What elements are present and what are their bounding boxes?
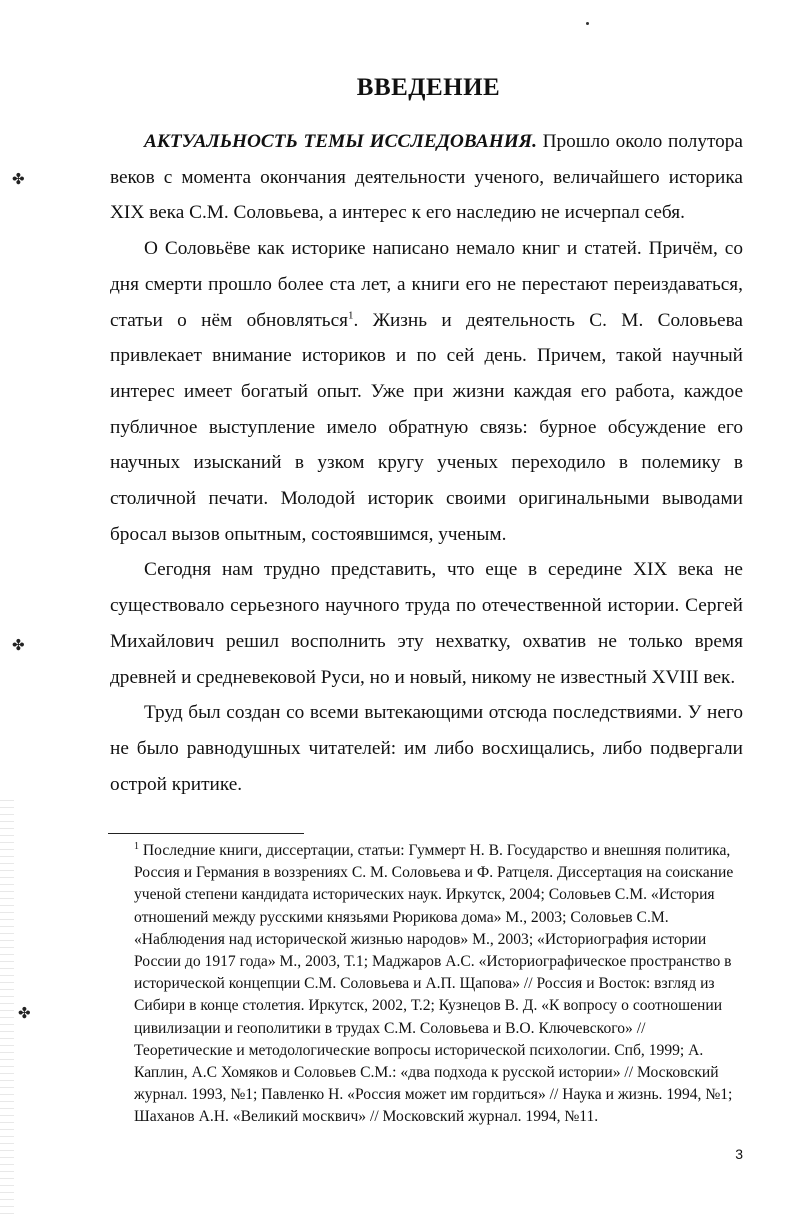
footnote-number: 1 bbox=[134, 840, 139, 852]
paragraph-relevance bbox=[110, 124, 743, 231]
footnote bbox=[134, 840, 746, 1129]
page-title: ВВЕДЕНИЕ bbox=[356, 74, 501, 101]
scan-edge-noise bbox=[0, 800, 14, 1220]
paragraph-text: Прошло около полутора веков с момента окончания деятельности ученого, величайшего историка XIX века С.М. Соловьева, а интерес к его наследию не исчерпал себя. bbox=[110, 131, 743, 224]
scan-artifact-mark: ✤ bbox=[12, 170, 25, 188]
relevance-heading: АКТУАЛЬНОСТЬ ТЕМЫ ИССЛЕДОВАНИЯ. bbox=[144, 131, 537, 152]
scan-artifact-mark: ✤ bbox=[18, 1004, 31, 1022]
paragraph-text: О Соловьёве как историке написано немало книг и статей. Причём, со дня смерти прошло более ста лет, а книги его не перестают переиздаваться, статьи о нём обновляться bbox=[110, 238, 743, 331]
scan-artifact-mark: ✤ bbox=[12, 636, 25, 654]
paragraph-xix-century bbox=[110, 552, 743, 695]
main-body bbox=[110, 124, 743, 802]
paragraph-reception bbox=[110, 695, 743, 802]
footnote-reference[interactable]: 1 bbox=[348, 309, 354, 322]
scan-artifact-dot bbox=[586, 22, 589, 25]
paragraph-literature bbox=[110, 231, 743, 552]
paragraph-text: Сегодня нам трудно представить, что еще в середине XIX века не существовало серьезного научного труда по отечественной истории. Сергей Михайлович решил восполнить эту нехватку, охватив не только время древней и средневековой Руси, но и новый, никому не известный XVIII век. bbox=[110, 559, 743, 688]
paragraph-text: . Жизнь и деятельность С. М. Соловьева привлекает внимание историков и по сей день. Причем, такой научный интерес имеет богатый опыт. Уже при жизни каждая его работа, каждое публичное выступление имело обратную связь: бурное обсуждение его научных изысканий в узком кругу ученых переходило в полемику в столичной печати. Молодой историк своими оригинальными выводами бросал вызов опытным, состоявшимся, ученым. bbox=[110, 309, 743, 545]
page-number: 3 bbox=[735, 1146, 743, 1162]
paragraph-text: Труд был создан со всеми вытекающими отсюда последствиями. У него не было равнодушных читателей: им либо восхищались, либо подвергали острой критике. bbox=[110, 702, 743, 795]
footnote-text: Последние книги, диссертации, статьи: Гуммерт Н. В. Государство и внешняя политика, Россия и Германия в воззрениях С. М. Соловьева и Ф. Ратцеля. Диссертация на соискание ученой степени кандидата исторических наук. Иркутск, 2004; Соловьев С.М. «История отношений между русскими князьями Рюрикова дома» М., 2003; Соловьев С.М. «Наблюдения над исторической жизнью народов» М., 2003; «Историография истории России до 1917 года» М., 2003, Т.1; Маджаров А.С. «Историографическое пространство в исторической концепции С.М. Соловьева и А.П. Щапова» // Россия и Восток: взгляд из Сибири в конце столетия. Иркутск, 2002, Т.2; Кузнецов В. Д. «К вопросу о соотношении цивилизации и геополитики в трудах С.М. Соловьева и В.О. Ключевского» // Теоретические и методологические вопросы исторической психологии. Спб, 1999; А. Каплин, А.С Хомяков и Соловьев С.М.: «два подхода к русской истории» // Московский журнал. 1993, №1; Павленко Н. «Россия может им гордиться» // Наука и жизнь. 1994, №1; Шаханов А.Н. «Великий москвич» // Московский журнал. 1994, №11. bbox=[134, 842, 734, 1126]
footnote-divider bbox=[108, 833, 304, 834]
